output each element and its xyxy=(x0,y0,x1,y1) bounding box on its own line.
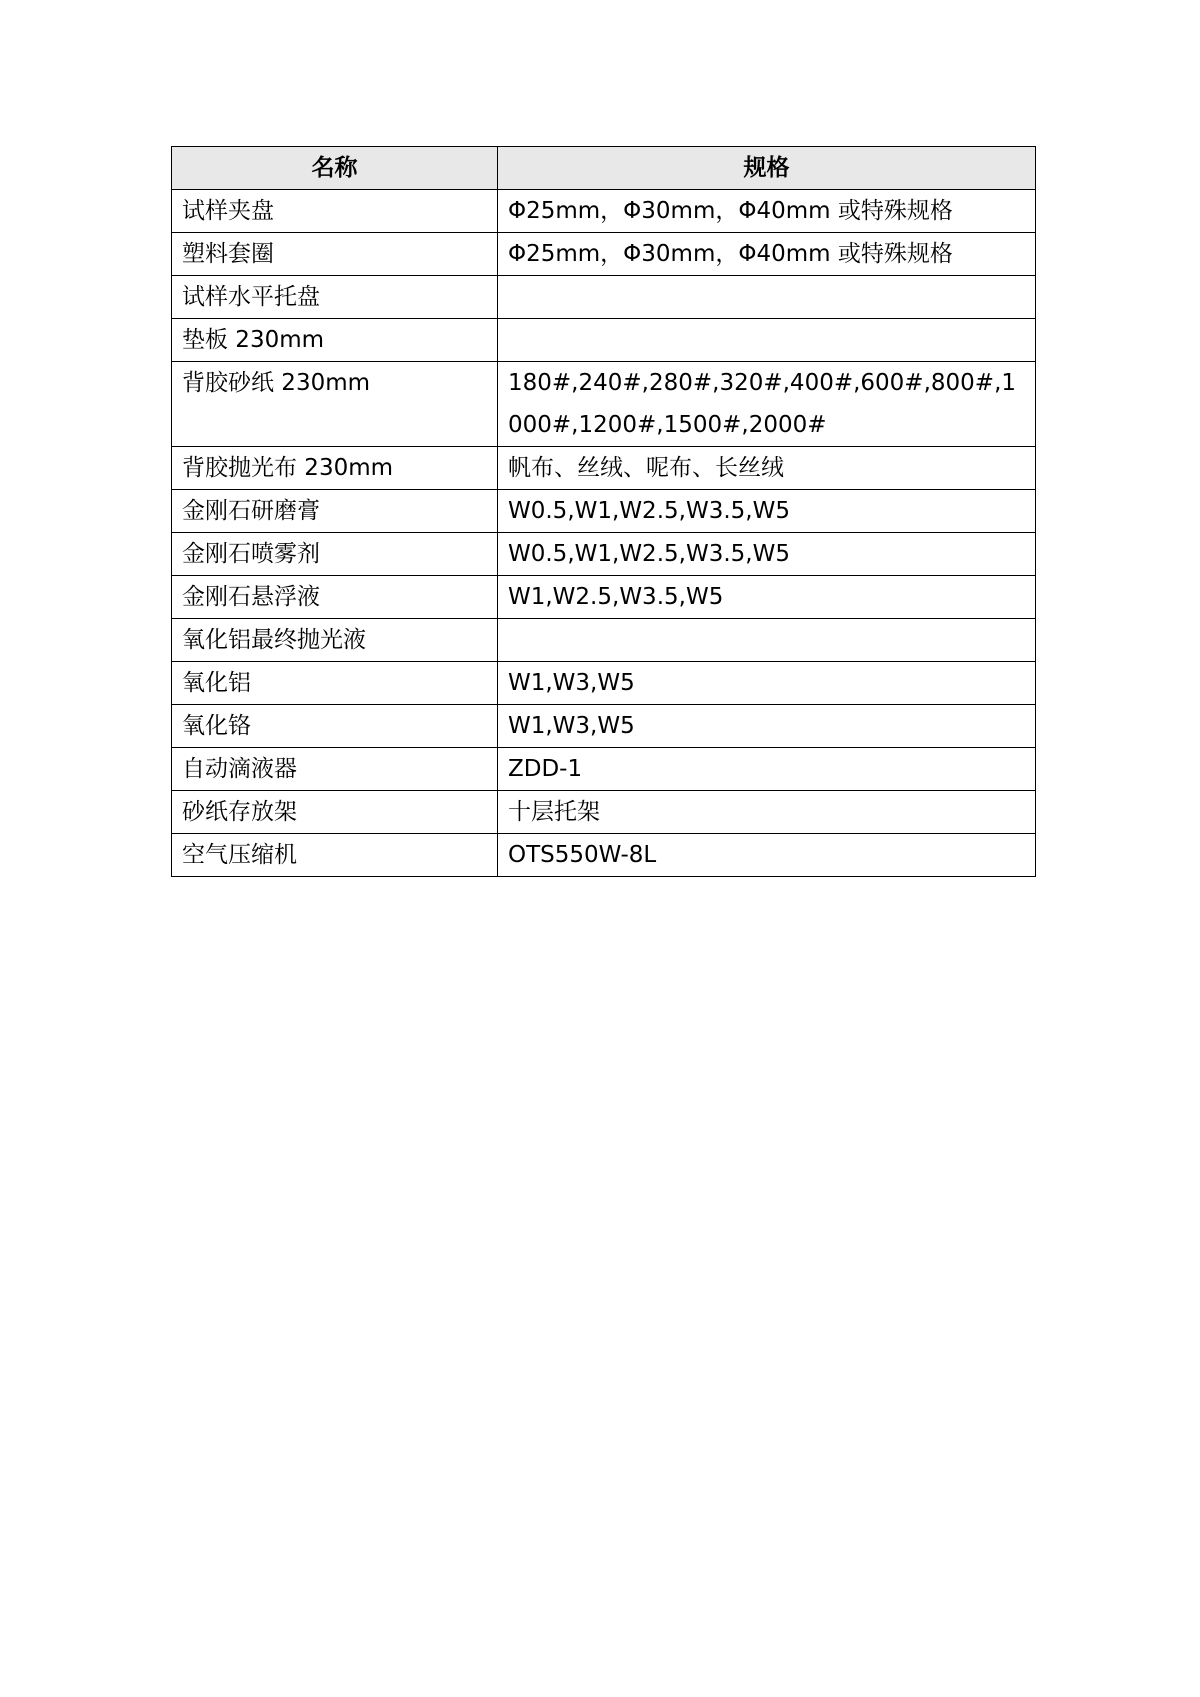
table-row xyxy=(172,319,1036,362)
cell-name: 试样水平托盘 xyxy=(172,276,498,319)
table-row xyxy=(172,276,1036,319)
table-row xyxy=(172,619,1036,662)
cell-spec: W1,W3,W5 xyxy=(498,662,1036,705)
cell-name: 金刚石喷雾剂 xyxy=(172,533,498,576)
cell-name: 背胶砂纸 230mm xyxy=(172,362,498,447)
table-row xyxy=(172,190,1036,233)
table-row xyxy=(172,233,1036,276)
cell-spec: 180#,240#,280#,320#,400#,600#,800#,1000#,1200#,1500#,2000# xyxy=(498,362,1036,447)
cell-spec: Φ25mm，Φ30mm，Φ40mm 或特殊规格 xyxy=(498,233,1036,276)
header-spec: 规格 xyxy=(498,147,1036,190)
table-row xyxy=(172,362,1036,447)
cell-spec: OTS550W-8L xyxy=(498,834,1036,877)
cell-name: 氧化铝 xyxy=(172,662,498,705)
table-header-row xyxy=(172,147,1036,190)
cell-spec: W0.5,W1,W2.5,W3.5,W5 xyxy=(498,490,1036,533)
table-row xyxy=(172,791,1036,834)
cell-spec: W1,W2.5,W3.5,W5 xyxy=(498,576,1036,619)
cell-spec: 帆布、丝绒、呢布、长丝绒 xyxy=(498,447,1036,490)
cell-spec: ZDD-1 xyxy=(498,748,1036,791)
cell-name: 试样夹盘 xyxy=(172,190,498,233)
table-row xyxy=(172,748,1036,791)
cell-name: 金刚石悬浮液 xyxy=(172,576,498,619)
cell-name: 塑料套圈 xyxy=(172,233,498,276)
cell-name: 氧化铝最终抛光液 xyxy=(172,619,498,662)
table-row xyxy=(172,576,1036,619)
table-row xyxy=(172,447,1036,490)
spec-table xyxy=(171,146,1036,877)
cell-name: 空气压缩机 xyxy=(172,834,498,877)
cell-spec xyxy=(498,276,1036,319)
table-row xyxy=(172,705,1036,748)
cell-spec: W1,W3,W5 xyxy=(498,705,1036,748)
cell-name: 氧化铬 xyxy=(172,705,498,748)
cell-name: 垫板 230mm xyxy=(172,319,498,362)
cell-name: 自动滴液器 xyxy=(172,748,498,791)
table-row xyxy=(172,490,1036,533)
cell-spec xyxy=(498,319,1036,362)
cell-spec: Φ25mm，Φ30mm，Φ40mm 或特殊规格 xyxy=(498,190,1036,233)
cell-spec: W0.5,W1,W2.5,W3.5,W5 xyxy=(498,533,1036,576)
header-name: 名称 xyxy=(172,147,498,190)
table-row xyxy=(172,533,1036,576)
table-row xyxy=(172,834,1036,877)
cell-spec: 十层托架 xyxy=(498,791,1036,834)
cell-name: 背胶抛光布 230mm xyxy=(172,447,498,490)
cell-name: 金刚石研磨膏 xyxy=(172,490,498,533)
table-row xyxy=(172,662,1036,705)
cell-name: 砂纸存放架 xyxy=(172,791,498,834)
cell-spec xyxy=(498,619,1036,662)
